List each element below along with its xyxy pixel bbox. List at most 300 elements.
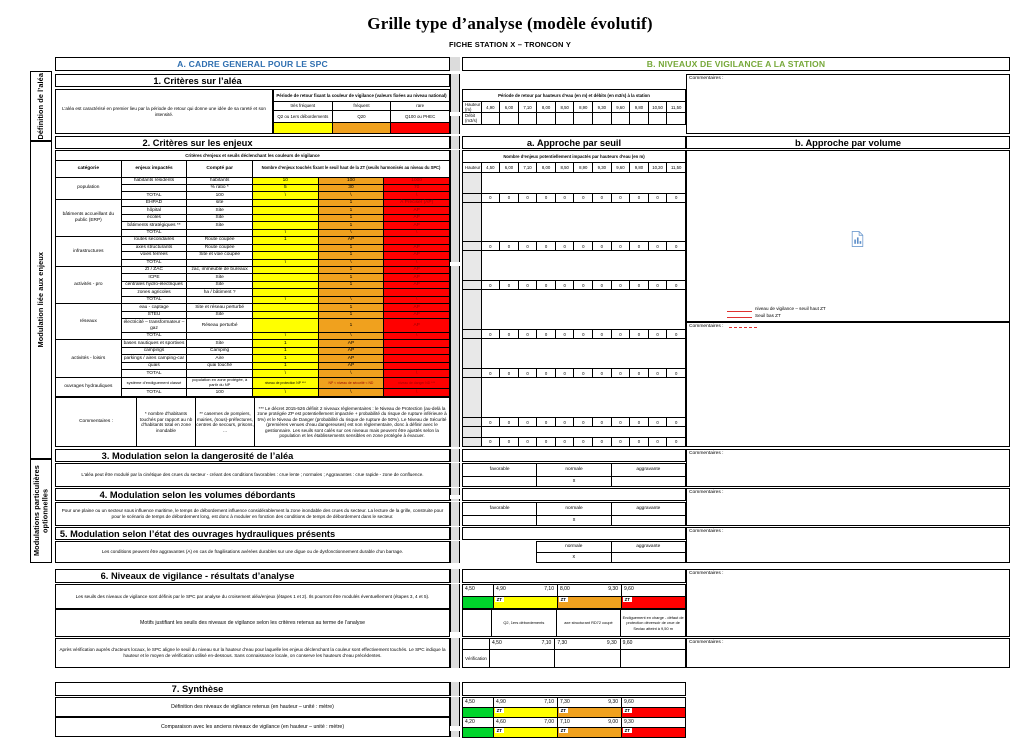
band-range-cell[interactable] <box>463 698 494 708</box>
band-range-cell[interactable] <box>558 698 622 708</box>
enjeux-compte-cell: habitants <box>187 177 253 184</box>
seuil-total-row <box>463 193 686 202</box>
seuil-total-value: 0 <box>555 281 574 290</box>
option-normale-value[interactable]: x <box>537 516 611 526</box>
commentaires-label: Commentaires : <box>689 76 724 81</box>
enjeux-threshold-orange[interactable]: 1 <box>318 244 384 251</box>
enjeux-total-label: TOTAL <box>121 229 187 236</box>
band-color-cell[interactable] <box>463 597 502 609</box>
enjeux-threshold-orange[interactable]: NP < niveau de sécurité < ND <box>318 377 384 389</box>
seuil-height-cell: 8,00 <box>537 163 556 173</box>
niveaux-row2-description: Motifs justifiant les seuils des niveaux de vigilance selon les critères retenus au terme de l’analyse <box>140 619 365 626</box>
band-range-cell[interactable] <box>463 585 494 597</box>
enjeux-threshold-orange[interactable] <box>318 289 384 296</box>
band-range-cell[interactable] <box>622 585 686 597</box>
band-range-cell[interactable] <box>494 585 558 597</box>
spacer-col-s5h <box>450 527 460 540</box>
seuil-total-value: 0 <box>537 193 556 202</box>
band-start-value: 4,60 <box>496 719 506 725</box>
motif-cell[interactable]: axe structurant RD72 coupé <box>556 610 621 637</box>
niveaux-row1-text <box>55 584 450 609</box>
spacer-col-s3 <box>450 463 460 487</box>
enjeux-threshold-orange[interactable]: AP <box>318 355 384 362</box>
enjeux-threshold-red[interactable] <box>384 237 450 244</box>
enjeux-threshold-orange[interactable]: 1 <box>318 207 384 214</box>
band-range-cell[interactable] <box>558 718 622 728</box>
enjeux-compte-cell: quai touché <box>187 362 253 369</box>
alea-table-title: Période de retour fixant la couleur de vigilance (valeurs fixées au niveau national) <box>274 90 450 102</box>
approche-volume-label: b. Approche par volume <box>794 137 902 148</box>
verification-range-cell[interactable] <box>490 639 555 650</box>
seuil-total-value: 0 <box>611 281 630 290</box>
enjeux-threshold-red[interactable]: \ <box>384 259 450 266</box>
seuil-total-value: 0 <box>593 193 612 202</box>
enjeux-threshold-yellow[interactable] <box>252 311 318 318</box>
enjeux-threshold-orange[interactable]: 1 <box>318 281 384 288</box>
seuil-table-title: Nombre d’enjeux potentiellement impactés par hauteurs d’eau (en m) <box>463 151 686 163</box>
option-normale-value[interactable]: x <box>537 477 611 487</box>
option-aggravante[interactable]: aggravante <box>611 542 686 553</box>
section-2-header <box>55 136 450 149</box>
enjeux-total-label: TOTAL <box>121 370 187 377</box>
enjeux-compte-cell: Site <box>187 281 253 288</box>
rail-item-modulations-optionnelles <box>30 459 52 563</box>
enjeux-threshold-red[interactable]: \ <box>384 370 450 377</box>
seuil-spacer-label <box>463 251 482 281</box>
page-title: Grille type d’analyse (modèle évolutif) <box>367 14 653 33</box>
enjeux-threshold-orange[interactable]: AP <box>318 347 384 354</box>
enjeux-threshold-red[interactable]: \ <box>384 389 450 397</box>
enjeux-threshold-yellow[interactable]: 1 <box>252 340 318 347</box>
enjeux-compte-cell: Route coupée <box>187 244 253 251</box>
enjeux-total-label: TOTAL <box>121 332 187 339</box>
spacer-col-s1 <box>450 74 460 134</box>
niveaux-motifs <box>462 609 686 637</box>
enjeux-category-cell: activités - loisirs <box>56 340 122 377</box>
band-start-value: 9,60 <box>624 699 634 705</box>
band-values-row <box>463 718 686 728</box>
seuil-total-label <box>463 242 482 251</box>
enjeux-threshold-yellow[interactable]: 1 <box>252 355 318 362</box>
enjeux-threshold-yellow[interactable]: \ <box>252 192 318 199</box>
enjeux-threshold-red[interactable]: \ <box>384 332 450 339</box>
enjeux-threshold-red[interactable]: À Préciser (AP) <box>384 199 450 206</box>
commentaires-s6b[interactable] <box>686 638 1010 668</box>
enjeux-threshold-yellow[interactable] <box>252 289 318 296</box>
enjeux-item-cell: eau - captage <box>121 304 187 311</box>
enjeux-compte-cell: population en zone protégée, à partir du NP <box>187 377 253 389</box>
enjeux-threshold-orange[interactable]: \ <box>318 229 384 236</box>
seuil-total-value: 0 <box>574 437 593 446</box>
section-3-header-right <box>462 449 686 462</box>
band-range-cell[interactable] <box>622 718 686 728</box>
verification-empty-cell[interactable] <box>490 650 555 668</box>
option-favorable-value[interactable] <box>463 477 537 487</box>
band-color-cell[interactable] <box>463 708 502 718</box>
enjeux-threshold-red[interactable]: AP <box>384 304 450 311</box>
enjeux-compte-cell <box>187 259 253 266</box>
commentaires-label: Commentaires : <box>689 571 724 576</box>
seuil-total-value: 0 <box>537 437 556 446</box>
enjeux-threshold-orange[interactable]: 1 <box>318 214 384 221</box>
verification-start-value: 9,60 <box>622 640 633 646</box>
alea-debit-cell[interactable] <box>630 113 649 124</box>
seuil-total-label <box>463 418 482 427</box>
section-1-label: 1. Critères sur l’aléa <box>153 75 242 86</box>
spacer-col-s7 <box>450 697 460 737</box>
enjeux-threshold-orange[interactable]: 1 <box>318 311 384 318</box>
enjeux-compte-cell: Route coupée <box>187 237 253 244</box>
enjeux-compte-cell: % ratio * <box>187 184 253 191</box>
seuil-total-value: 0 <box>648 242 667 251</box>
enjeux-threshold-yellow[interactable]: 1 <box>252 347 318 354</box>
alea-height-cell: 8,00 <box>537 102 556 113</box>
enjeux-threshold-red[interactable]: 1000 <box>384 177 450 184</box>
enjeux-total-label: TOTAL <box>121 259 187 266</box>
option-favorable-value[interactable] <box>463 516 537 526</box>
commentaires-s2[interactable] <box>686 322 1010 447</box>
enjeux-threshold-red[interactable]: \ <box>384 296 450 303</box>
verification-empty-cell[interactable] <box>620 650 685 668</box>
enjeux-threshold-yellow[interactable]: \ <box>252 389 318 397</box>
band-range-cell[interactable] <box>558 585 622 597</box>
enjeux-item-cell: zones agricoles <box>121 289 187 296</box>
alea-debit-cell[interactable] <box>500 113 519 124</box>
enjeux-threshold-orange[interactable]: 1 <box>318 252 384 259</box>
band-range-cell[interactable] <box>494 698 558 708</box>
motif-cell[interactable]: Endiguement en charge - défaut de protection déversoir de crue de Seclac atteint à 9,50 m <box>621 610 686 637</box>
option-aggravante[interactable]: aggravante <box>611 503 685 516</box>
enjeux-category-cell: ouvrages hydrauliques <box>56 377 122 396</box>
seuil-total-value: 0 <box>518 369 537 378</box>
enjeux-threshold-red[interactable]: AP <box>384 266 450 273</box>
enjeux-item-cell <box>121 184 187 191</box>
footnote-3: *** Le décret 2015-526 définit 2 niveaux règlementaires : le Niveau de Protection (au-delà la zone protégée ZP est potentiellement impactée + probabilité du risque de rupture inférieure à 5%) et le Niveau de Danger (probabilité du risque de rupture de 50%). Le Niveau de Sécurité (premières venues d’eau dangereuses) est non règlementaire, donc à définir avec le gestionnaire. Les seuils sont calés sur ces niveaux mais peuvent être ajustés selon la population et les établissements sensibles en zone protégée à évacuer. <box>255 398 450 447</box>
option-favorable[interactable]: favorable <box>463 464 537 477</box>
enjeux-threshold-orange[interactable]: AP <box>318 362 384 369</box>
alea-debit-cell[interactable] <box>555 113 574 124</box>
enjeux-threshold-orange[interactable]: \ <box>318 332 384 339</box>
enjeux-compte-cell <box>187 229 253 236</box>
section-3-header <box>55 449 450 462</box>
seuil-total-value: 0 <box>593 281 612 290</box>
seuil-total-row <box>463 242 686 251</box>
synthese-row2-bands <box>462 717 686 737</box>
enjeux-threshold-yellow[interactable]: \ <box>252 296 318 303</box>
band-color-row <box>463 728 686 738</box>
seuil-spacer-cells <box>481 251 685 281</box>
approche-seuil-table <box>462 150 686 447</box>
verification-range-cell[interactable] <box>555 639 620 650</box>
commentaires-s1[interactable] <box>686 74 1010 134</box>
seuil-height-cell: 9,60 <box>611 163 630 173</box>
enjeux-threshold-yellow[interactable]: niveau de protection NP *** <box>252 377 318 389</box>
alea-debit-cell[interactable] <box>574 113 593 124</box>
zt-marker: ZT <box>624 597 630 602</box>
enjeux-header-categorie: catégorie <box>56 160 122 177</box>
seuil-total-value: 0 <box>555 369 574 378</box>
synthese-row2-label: Comparaison avec les anciens niveaux de vigilance (en hauteur – unité : mètre) <box>160 723 345 730</box>
verification-range-cell[interactable] <box>620 639 685 650</box>
option-aggravante-value[interactable] <box>611 477 685 487</box>
enjeux-threshold-yellow[interactable] <box>252 274 318 281</box>
section-4-header-right <box>462 488 686 501</box>
option-aggravante-value[interactable] <box>611 553 686 563</box>
zt-marker: ZT <box>560 708 566 713</box>
enjeux-threshold-yellow[interactable]: 10 <box>252 177 318 184</box>
enjeux-threshold-yellow[interactable] <box>252 222 318 229</box>
enjeux-threshold-orange[interactable]: 1 <box>318 266 384 273</box>
enjeux-item-cell: écoles <box>121 214 187 221</box>
option-normale[interactable]: normale <box>537 542 612 553</box>
band-values-row <box>463 585 686 597</box>
banner-cadre-general <box>55 57 450 71</box>
enjeux-threshold-yellow[interactable]: 1 <box>252 362 318 369</box>
enjeux-threshold-orange[interactable]: \ <box>318 192 384 199</box>
footnote-2: ** casernes de pompiers, mairies, (sous)-préfectures, centres de secours, prisons, … <box>196 398 255 447</box>
niveaux-row3-description: Après vérification auprès d’acteurs locaux, le SPC aligne le seuil du niveau sur la hauteur d’eau pour laquelle les enjeux déclenchant la couleur sont effectivement touchés. Le SPC indique la hauteur et le moyen de vérification utilisé en-dessous. Sans connaissance locale, on conserve les hauteurs d’eau précédentes. <box>59 647 446 658</box>
band-range-cell[interactable] <box>622 698 686 708</box>
seuil-total-value: 0 <box>537 281 556 290</box>
verification-range-cell[interactable] <box>463 639 490 650</box>
enjeux-threshold-red[interactable]: AP <box>384 319 450 333</box>
seuil-height-cell: 10,20 <box>648 163 667 173</box>
verification-start-value: 7,30 <box>557 640 568 646</box>
band-start-value: 7,10 <box>560 719 570 725</box>
enjeux-item-cell: routes secondaires <box>121 237 187 244</box>
band-start-value: 4,90 <box>496 586 506 592</box>
motifs-row <box>463 610 686 637</box>
enjeux-threshold-orange[interactable]: 1 <box>318 319 384 333</box>
commentaires-s6a[interactable] <box>686 569 1010 637</box>
spacer-notch-s4 <box>450 495 462 499</box>
commentaires-s5[interactable] <box>686 527 1010 563</box>
verification-end-value: 9,30 <box>606 640 617 646</box>
enjeux-threshold-yellow[interactable]: \ <box>252 259 318 266</box>
modulation-4-options <box>462 502 686 526</box>
enjeux-item-cell: axes structurants <box>121 244 187 251</box>
enjeux-threshold-orange[interactable]: 30 <box>318 184 384 191</box>
enjeux-threshold-red[interactable]: niveau de danger ND *** <box>384 377 450 389</box>
enjeux-threshold-yellow[interactable] <box>252 207 318 214</box>
seuil-total-value: 0 <box>500 330 519 339</box>
spacer-col-s2 <box>450 150 460 447</box>
seuil-total-value: 0 <box>481 418 500 427</box>
table-row <box>56 177 450 184</box>
seuil-total-value: 0 <box>667 193 686 202</box>
alea-swatch-red <box>391 123 450 134</box>
enjeux-threshold-yellow[interactable]: \ <box>252 332 318 339</box>
enjeux-header-nombre: Nombre d’enjeux touchés fixant le seuil haut de la ZT (seuils harmonisés au niveau du SPC) <box>252 160 449 177</box>
seuil-spacer-cells <box>481 378 685 418</box>
alea-height-cell: 7,10 <box>518 102 537 113</box>
enjeux-threshold-red[interactable]: AP <box>384 311 450 318</box>
band-range-cell[interactable] <box>463 718 494 728</box>
enjeux-threshold-red[interactable]: AP <box>384 244 450 251</box>
seuil-total-value: 0 <box>481 242 500 251</box>
enjeux-threshold-yellow[interactable] <box>252 319 318 333</box>
seuil-total-value: 0 <box>481 369 500 378</box>
alea-debit-cell[interactable] <box>611 113 630 124</box>
enjeux-threshold-orange[interactable]: 1 <box>318 274 384 281</box>
section-4-header <box>55 488 450 501</box>
motif-cell[interactable] <box>463 610 492 637</box>
seuil-total-value: 0 <box>667 281 686 290</box>
enjeux-threshold-yellow[interactable]: 5 <box>252 184 318 191</box>
alea-swatch-orange <box>332 123 391 134</box>
commentaires-label: Commentaires : <box>689 529 724 534</box>
enjeux-threshold-yellow[interactable] <box>252 281 318 288</box>
synthese-row1-bands <box>462 697 686 717</box>
band-range-cell[interactable] <box>494 718 558 728</box>
alea-col-tres-frequent: très fréquent <box>274 102 333 111</box>
modulation-3-description: L’aléa peut être modulé par la cinétique des crues du secteur - créant des conditions favorables : crue lente ; normales ; Aggravantes : crue rapide - zone de confluence. <box>81 472 424 478</box>
seuil-total-value: 0 <box>518 330 537 339</box>
motif-cell[interactable]: Q2, 1ers débordements <box>492 610 557 637</box>
section-6-header-right <box>462 569 686 583</box>
zt-marker: ZT <box>560 728 566 733</box>
enjeux-threshold-orange[interactable]: \ <box>318 259 384 266</box>
enjeux-threshold-red[interactable] <box>384 355 450 362</box>
enjeux-threshold-orange[interactable]: \ <box>318 296 384 303</box>
verification-empty-cell[interactable] <box>555 650 620 668</box>
spacer-notch-s7 <box>450 726 462 731</box>
alea-debit-cell[interactable] <box>593 113 612 124</box>
enjeux-threshold-red[interactable]: AP <box>384 281 450 288</box>
enjeux-threshold-red[interactable]: AP <box>384 214 450 221</box>
table-row <box>56 237 450 244</box>
band-end-value: 9,30 <box>608 586 618 592</box>
enjeux-threshold-orange[interactable]: \ <box>318 370 384 377</box>
section-5-header <box>55 527 450 540</box>
enjeux-threshold-orange[interactable]: \ <box>318 389 384 397</box>
enjeux-threshold-orange[interactable]: 1 <box>318 199 384 206</box>
enjeux-threshold-red[interactable] <box>384 340 450 347</box>
seuil-total-label <box>463 369 482 378</box>
niveaux-verification <box>462 638 686 668</box>
option-normale[interactable]: normale <box>537 464 611 477</box>
enjeux-threshold-yellow[interactable] <box>252 304 318 311</box>
enjeux-threshold-yellow[interactable] <box>252 199 318 206</box>
enjeux-threshold-red[interactable] <box>384 289 450 296</box>
verification-label-row <box>463 650 686 668</box>
enjeux-threshold-orange[interactable]: AP <box>318 237 384 244</box>
option-aggravante-value[interactable] <box>611 516 685 526</box>
enjeux-threshold-red[interactable]: AP <box>384 222 450 229</box>
enjeux-threshold-yellow[interactable]: 1 <box>252 237 318 244</box>
seuil-total-value: 0 <box>667 418 686 427</box>
alea-height-cell: 9,60 <box>611 102 630 113</box>
option-favorable[interactable]: favorable <box>463 503 537 516</box>
enjeux-threshold-red[interactable] <box>384 362 450 369</box>
niveaux-row3-text <box>55 638 450 668</box>
enjeux-threshold-yellow[interactable] <box>252 252 318 259</box>
enjeux-threshold-yellow[interactable] <box>252 266 318 273</box>
spacer-col-s3h <box>450 449 460 462</box>
alea-val-q2: Q2 ou 1ers débordements <box>274 111 333 123</box>
approche-seuil-label: a. Approche par seuil <box>526 137 622 148</box>
band-end-value: 7,10 <box>544 586 554 592</box>
enjeux-category-cell: bâtiments accueillant du public (ERP) <box>56 199 122 236</box>
option-normale-value[interactable]: x <box>537 553 612 563</box>
seuil-total-value: 0 <box>537 330 556 339</box>
seuil-total-value: 0 <box>500 242 519 251</box>
seuil-total-value: 0 <box>611 193 630 202</box>
seuil-total-label <box>463 193 482 202</box>
enjeux-threshold-red[interactable]: AP <box>384 274 450 281</box>
enjeux-item-cell: parkings / aires camping-car <box>121 355 187 362</box>
enjeux-header-enjeux: enjeux impactés <box>121 160 187 177</box>
seuil-total-value: 0 <box>648 369 667 378</box>
spacer-col-top <box>450 57 460 71</box>
enjeux-threshold-red[interactable] <box>384 347 450 354</box>
band-start-value: 7,30 <box>560 699 570 705</box>
approche-volume-panel <box>686 150 1010 322</box>
enjeux-threshold-yellow[interactable]: \ <box>252 229 318 236</box>
modulation-4-description: Pour une plaine ou un secteur sous influence maritime, le temps de débordement influence considérablement la zone inondable des crues du secteur. La lecture de la grille, construite pour pour le scénario de temps de débordement long, est donc à moduler en fonction des conditions de temps de débordement dans le secteur. <box>61 508 444 519</box>
seuil-total-value: 0 <box>537 418 556 427</box>
enjeux-threshold-orange[interactable]: 100 <box>318 177 384 184</box>
enjeux-threshold-yellow[interactable]: \ <box>252 370 318 377</box>
enjeux-threshold-orange[interactable]: AP <box>318 340 384 347</box>
alea-debit-cell[interactable] <box>481 113 500 124</box>
seuil-spacer-row <box>463 378 686 418</box>
enjeux-threshold-red[interactable]: 70 <box>384 184 450 191</box>
enjeux-item-cell: système d’endiguement classé <box>121 377 187 389</box>
seuil-total-value: 0 <box>481 330 500 339</box>
enjeux-item-cell: hôpital <box>121 207 187 214</box>
alea-debit-cell[interactable] <box>537 113 556 124</box>
alea-debit-cell[interactable] <box>648 113 667 124</box>
enjeux-threshold-yellow[interactable] <box>252 244 318 251</box>
enjeux-item-cell: quais <box>121 362 187 369</box>
rail-item-modulation-enjeux <box>30 141 52 459</box>
alea-station-table <box>462 89 686 134</box>
alea-debit-cell[interactable] <box>518 113 537 124</box>
section-5-label: 5. Modulation selon l’état des ouvrages hydrauliques présents <box>59 528 336 539</box>
enjeux-threshold-orange[interactable]: 1 <box>318 304 384 311</box>
enjeux-threshold-yellow[interactable] <box>252 214 318 221</box>
enjeux-threshold-red[interactable]: \ <box>384 192 450 199</box>
enjeux-threshold-red[interactable]: AP <box>384 207 450 214</box>
band-start-value: 4,50 <box>465 586 475 592</box>
section-3-label: 3. Modulation selon la dangerosité de l’aléa <box>101 450 294 461</box>
enjeux-category-cell: réseaux <box>56 304 122 340</box>
alea-val-q100: Q100 ou PHEC <box>391 111 450 123</box>
modulation-5-text <box>55 541 450 563</box>
band-end-value: 9,30 <box>608 699 618 705</box>
seuil-spacer-label <box>463 378 482 418</box>
option-aggravante[interactable]: aggravante <box>611 464 685 477</box>
enjeux-threshold-red[interactable]: AP <box>384 252 450 259</box>
commentaires-s4[interactable] <box>686 488 1010 526</box>
commentaires-s3[interactable] <box>686 449 1010 487</box>
enjeux-item-cell: EHPAD <box>121 199 187 206</box>
seuil-spacer-cells <box>481 427 685 438</box>
enjeux-threshold-red[interactable]: \ <box>384 229 450 236</box>
enjeux-compte-cell: 100 <box>187 192 253 199</box>
alea-height-cell: 6,00 <box>500 102 519 113</box>
option-normale[interactable]: normale <box>537 503 611 516</box>
enjeux-threshold-orange[interactable]: 1 <box>318 222 384 229</box>
seuil-total-value: 0 <box>648 193 667 202</box>
section-7-header <box>55 682 450 696</box>
enjeux-compte-cell: zac, immeuble de bureaux <box>187 266 253 273</box>
enjeux-item-cell: ZI / ZAC <box>121 266 187 273</box>
band-color-cell[interactable] <box>463 728 502 738</box>
alea-debit-cell[interactable] <box>667 113 686 124</box>
enjeux-total-label: TOTAL <box>121 296 187 303</box>
